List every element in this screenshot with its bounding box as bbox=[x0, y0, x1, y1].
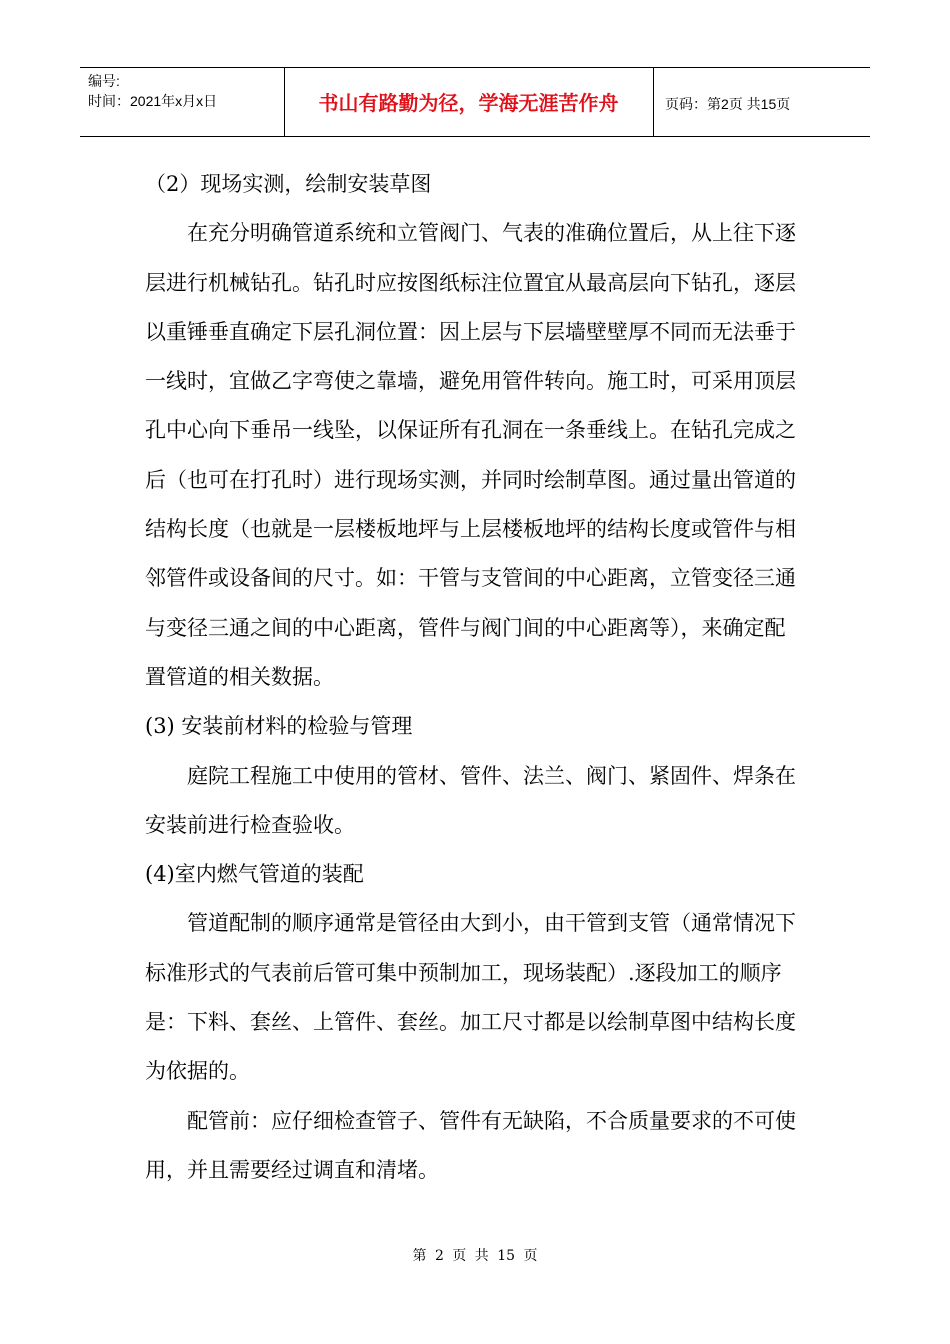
section-heading: （2）现场实测，绘制安装草图 bbox=[145, 172, 432, 196]
header-page-number: 页码：第2页 共15页 bbox=[665, 96, 791, 112]
section-heading: (3) 安装前材料的检验与管理 bbox=[145, 714, 413, 739]
page-footer: 第 2 页 共 15 页 bbox=[412, 1248, 538, 1264]
document-time-label: 时间：2021年x月x日 bbox=[88, 93, 218, 109]
header-motto: 书山有路勤为径，学海无涯苦作舟 bbox=[318, 91, 619, 115]
body-paragraph: 管道配制的顺序通常是管径由大到小，由干管到支管（通常情况下标准形式的气表前后管可集中预制加工，现场装配）.逐段加工的顺序是：下料、套丝、上管件、套丝。加工尺寸都是以绘制草图中结构长度为依据的。 bbox=[145, 911, 796, 1084]
page-header bbox=[80, 67, 870, 137]
body-paragraph: 庭院工程施工中使用的管材、管件、法兰、阀门、紧固件、焊条在安装前进行检查验收。 bbox=[145, 763, 796, 837]
body-paragraph: 在充分明确管道系统和立管阀门、气表的准确位置后，从上往下逐层进行机械钻孔。钻孔时应按图纸标注位置宜从最高层向下钻孔，逐层以重锤垂直确定下层孔洞位置：因上层与下层墙壁壁厚不同而无法垂于一线时，宜做乙字弯使之靠墙，避免用管件转向。施工时，可采用顶层孔中心向下垂吊一线坠，以保证所有孔洞在一条垂线上。在钻孔完成之后（也可在打孔时）进行现场实测，并同时绘制草图。通过量出管道的结构长度（也就是一层楼板地坪与上层楼板地坪的结构长度或管件与相邻管件或设备间的尺寸。如：干管与支管间的中心距离，立管变径三通与变径三通之间的中心距离，管件与阀门间的中心距离等），来确定配置管道的相关数据。 bbox=[145, 221, 796, 689]
body-paragraph: 配管前：应仔细检查管子、管件有无缺陷，不合质量要求的不可使用，并且需要经过调直和清堵。 bbox=[145, 1108, 796, 1182]
document-body bbox=[145, 160, 805, 1195]
document-number-label: 编号: bbox=[88, 73, 120, 89]
section-heading: (4)室内燃气管道的装配 bbox=[145, 862, 364, 887]
header-divider bbox=[653, 68, 654, 136]
